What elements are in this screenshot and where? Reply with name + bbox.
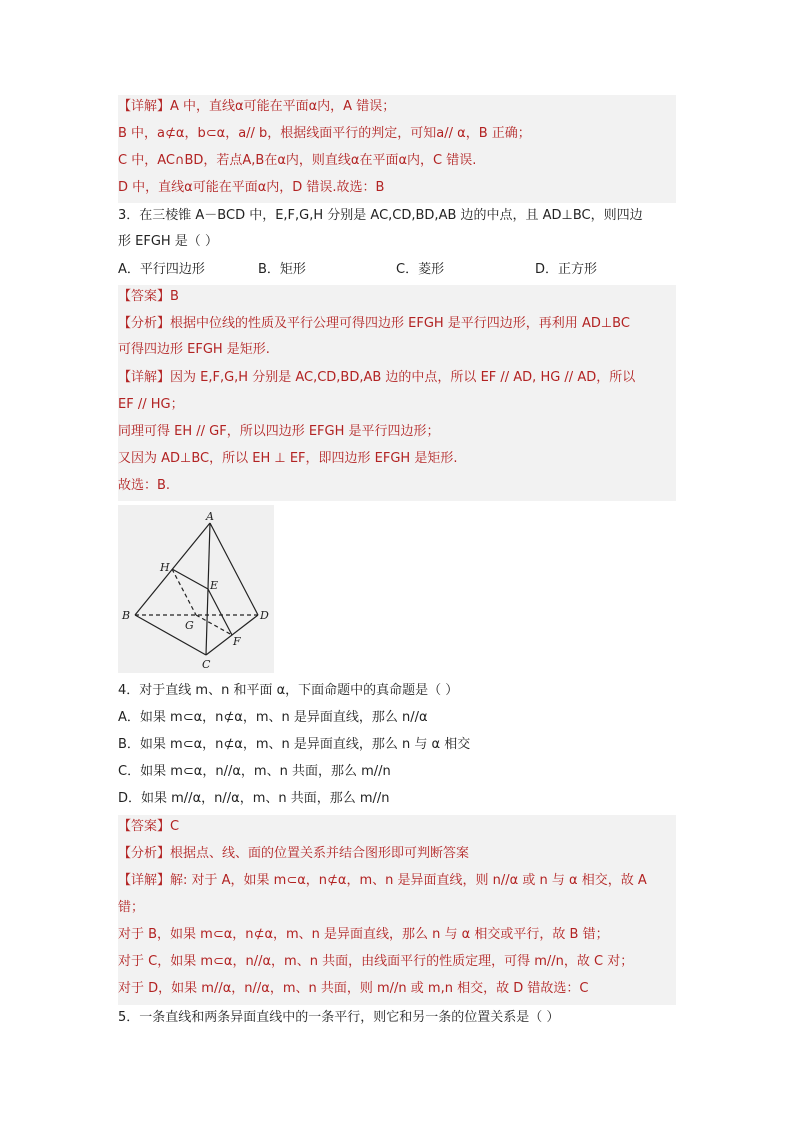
q5-question (118, 1007, 676, 1029)
q4-question (118, 680, 676, 810)
q3-options (118, 261, 676, 281)
q2-detail-line4: D 中，直线α可能在平面α内，D 错误.故选：B (118, 180, 385, 195)
edge-bc (135, 615, 206, 655)
label-e: E (210, 579, 219, 592)
q4-analysis: 【分析】根据点、线、面的位置关系并结合图形即可判断答案 (118, 846, 470, 861)
label-d: D (260, 609, 269, 622)
q4-detail-line5: 对于 D，如果 m//α，n//α，m、n 共面，则 m//n 或 m,n 相交，故 D 错故选：C (118, 981, 589, 996)
q3-detail-line1: 【详解】因为 E,F,G,H 分别是 AC,CD,BD,AB 边的中点，所以 EF // AD, HG // AD，所以 (118, 370, 636, 385)
q3-detail-line2: EF // HG； (118, 397, 184, 412)
q3-option-b: B．矩形 (258, 262, 306, 277)
q4-detail-line1: 【详解】解: 对于 A，如果 m⊂α，n⊄α，m、n 是异面直线，则 n//α 或 n 与 α 相交，故 A (118, 873, 647, 888)
q3-stem-line2: 形 EFGH 是（ ） (118, 234, 218, 249)
q2-detail-block (118, 95, 676, 203)
q3-analysis-line1: 【分析】根据中位线的性质及平行公理可得四边形 EFGH 是平行四边形，再利用 AD⊥BC (118, 316, 630, 331)
q3-stem (118, 205, 676, 257)
edge-ad (210, 523, 258, 615)
tetrahedron-svg (118, 505, 274, 673)
label-g: G (185, 619, 194, 632)
q5-stem: 5．一条直线和两条异面直线中的一条平行，则它和另一条的位置关系是（ ） (118, 1010, 560, 1025)
q4-answer: 【答案】C (118, 819, 180, 834)
segment-ef (208, 589, 232, 635)
q3-detail-line5: 故选：B. (118, 478, 171, 493)
q2-detail-line1: 【详解】A 中，直线α可能在平面α内，A 错误； (118, 99, 396, 114)
q3-analysis-line2: 可得四边形 EFGH 是矩形. (118, 342, 270, 357)
label-f: F (233, 635, 241, 648)
label-h: H (160, 561, 170, 574)
q4-detail-line4: 对于 C，如果 m⊂α，n//α，m、n 共面，由线面平行的性质定理，可得 m//n，故 C 对； (118, 954, 634, 969)
q3-solution-block (118, 285, 676, 501)
tetrahedron-figure (118, 505, 274, 673)
q4-option-a: A．如果 m⊂α，n⊄α，m、n 是异面直线，那么 n//α (118, 710, 428, 725)
q3-option-d: D．正方形 (535, 262, 598, 277)
q4-stem: 4．对于直线 m、n 和平面 α，下面命题中的真命题是（ ） (118, 683, 459, 698)
q4-option-c: C．如果 m⊂α，n//α，m、n 共面，那么 m//n (118, 764, 391, 779)
q3-answer: 【答案】B (118, 289, 179, 304)
label-b: B (122, 609, 131, 622)
q3-option-a: A．平行四边形 (118, 262, 205, 277)
q3-stem-line1: 3．在三棱锥 A－BCD 中，E,F,G,H 分别是 AC,CD,BD,AB 边的中点，且 AD⊥BC，则四边 (118, 208, 643, 223)
q4-detail-line2: 错； (118, 900, 145, 915)
q4-option-b: B．如果 m⊂α，n⊄α，m、n 是异面直线，那么 n 与 α 相交 (118, 737, 471, 752)
q4-solution-block (118, 815, 676, 1005)
label-a: A (206, 510, 214, 523)
q3-detail-line3: 同理可得 EH // GF，所以四边形 EFGH 是平行四边形； (118, 424, 440, 439)
q3-detail-line4: 又因为 AD⊥BC，所以 EH ⊥ EF，即四边形 EFGH 是矩形. (118, 451, 458, 466)
q2-detail-line3: C 中，AC∩BD，若点A,B在α内，则直线α在平面α内，C 错误. (118, 153, 477, 168)
label-c: C (202, 658, 211, 671)
q4-detail-line3: 对于 B，如果 m⊂α，n⊄α，m、n 是异面直线，那么 n 与 α 相交或平行，故 B 错； (118, 927, 609, 942)
q3-option-c: C．菱形 (396, 262, 445, 277)
segment-he (172, 569, 208, 589)
q2-detail-line2: B 中，a⊄α，b⊂α，a// b，根据线面平行的判定，可知a// α，B 正确； (118, 126, 531, 141)
q4-option-d: D．如果 m//α，n//α，m、n 共面，那么 m//n (118, 791, 390, 806)
